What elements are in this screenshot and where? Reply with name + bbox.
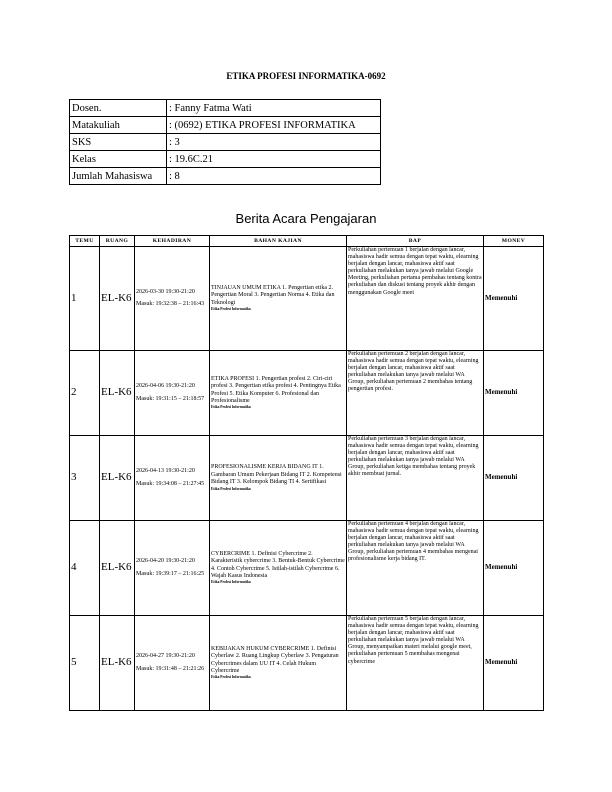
bahan-kajian-text: PROFESIONALISME KERJA BIDANG IT 1. Gambaran Umum Pekerjaan Bidang IT 2. Kompetensi Bidang IT 3. Kelompok Bidang TI 4. Sertifikasi	[211, 464, 342, 486]
bap-cell: Perkuliahan pertemuan 3 berjalan dengan lancar, mahasiswa hadir semua dengan tepat waktu, elearning berjalan dengan lancar, mahasiswa aktif saat perkuliahan melakukan tanya jawab melalui WA Group, perkuliahan ketiga membahas tentang proyek akhir membuat jurnal.	[347, 436, 484, 521]
bap-cell: Perkuliahan pertemuan 4 berjalan dengan lancar, mahasiswa hadir semua dengan tepat waktu, elearning berjalan dengan lancar, mahasiswa aktif saat perkuliahan melakukan tanya jawab melalui WA Group, perkuliahan pertemuan 4 membahas mengenai profesionalisme kerja bidang IT.	[347, 521, 484, 616]
schedule-time: 2026-04-13 19:30-21:20	[136, 468, 195, 475]
bahan-kajian-text: TINJAUAN UMUM ETIKA 1. Pengertian etika 2. Pengertian Moral 3. Pengertian Norma 4. Etika dan Teknologi	[211, 284, 335, 306]
info-row	[70, 151, 381, 168]
bahan-kajian-text: ETIKA PROFESI 1. Pengertian profesi 2. Ciri-ciri profesi 3. Pengertian etika profesi 4. Pentingnya Etika Profesi 5. Etika Komputer 6. Profesional dan Profesionalisme	[211, 375, 341, 404]
monev-cell: Memenuhi	[484, 247, 544, 351]
temu-cell: 4	[70, 521, 100, 616]
schedule-time: 2026-03-30 19:30-21:20	[136, 288, 195, 295]
info-value: : 3	[167, 134, 381, 151]
bap-cell: Perkuliahan pertemuan 5 berjalan dengan lancar, mahasiswa hadir semua dengan tepat waktu, elearning berjalan dengan lancar, mahasiswa aktif saat perkuliahan melakukan tanya jawab melalui WA Group, menyampaikan materi melalui google meet, perkuliahan pertemuan 5 membahas mengenai cybercrime	[347, 616, 484, 711]
temu-cell: 5	[70, 616, 100, 711]
header-monev: MONEV	[484, 236, 544, 247]
info-label: Dosen.	[70, 100, 167, 117]
info-row	[70, 117, 381, 134]
bahan-kajian-cell	[210, 351, 347, 436]
info-label: Jumlah Mahasiswa	[70, 168, 167, 185]
course-tag: Etika Profesi Informatika	[211, 405, 251, 410]
attendance-time: Masuk: 19:31:48 – 21:21:26	[136, 665, 205, 672]
document-title: ETIKA PROFESI INFORMATIKA-0692	[226, 71, 386, 81]
header-bahan-kajian: BAHAN KAJIAN	[210, 236, 347, 247]
kehadiran-cell	[135, 436, 210, 521]
ruang-cell: EL-K6	[100, 436, 135, 521]
bahan-kajian-cell	[210, 616, 347, 711]
temu-cell: 1	[70, 247, 100, 351]
table-row	[70, 436, 544, 521]
schedule-time: 2026-04-20 19:30-21:20	[136, 558, 195, 565]
table-row	[70, 616, 544, 711]
bahan-kajian-cell	[210, 521, 347, 616]
bahan-kajian-cell	[210, 247, 347, 351]
header-bap: BAP	[347, 236, 484, 247]
ruang-cell: EL-K6	[100, 351, 135, 436]
info-value: : 19.6C.21	[167, 151, 381, 168]
attendance-time: Masuk: 19:31:15 – 21:18:57	[136, 395, 205, 402]
table-row	[70, 247, 544, 351]
ruang-cell: EL-K6	[100, 521, 135, 616]
bahan-kajian-cell	[210, 436, 347, 521]
table-header-row	[70, 236, 544, 247]
info-label: SKS	[70, 134, 167, 151]
bap-cell: Perkuliahan pertemuan 1 berjalan dengan lancar, mahasiswa hadir semua dengan tepat waktu, elearning berjalan dengan lancar, mahasiswa aktif saat perkuliahan melakukan tanya jawab melalui Google Meeting, perkuliahan pertama pembahas tentang kontra perkuliahan dan diskusi tentang proyek akhir dengan menggunakan Google meet	[347, 247, 484, 351]
monev-cell: Memenuhi	[484, 521, 544, 616]
course-tag: Etika Profesi Informatika	[211, 675, 251, 680]
course-tag: Etika Profesi Informatika	[211, 580, 251, 585]
info-row	[70, 168, 381, 185]
kehadiran-cell	[135, 247, 210, 351]
temu-cell: 2	[70, 351, 100, 436]
info-value: : 8	[167, 168, 381, 185]
bahan-kajian-text: CYBERCRIME 1. Definisi Cybercrime 2. Karakteristik cybercrime 3. Bentuk-Bentuk Cybercrime 4. Contoh Cybercrime 5. Istilah-istilah Cybercrime 6. Wajah Kasus Indonesia	[211, 550, 345, 579]
header-temu: TEMU	[70, 236, 100, 247]
kehadiran-cell	[135, 616, 210, 711]
kehadiran-cell	[135, 351, 210, 436]
monev-cell: Memenuhi	[484, 351, 544, 436]
attendance-time: Masuk: 19:32:38 – 21:16:43	[136, 301, 205, 307]
header-ruang: RUANG	[100, 236, 135, 247]
course-tag: Etika Profesi Informatika	[211, 307, 251, 312]
info-row	[70, 134, 381, 151]
ruang-cell: EL-K6	[100, 247, 135, 351]
section-title: Berita Acara Pengajaran	[235, 211, 377, 226]
monev-cell: Memenuhi	[484, 436, 544, 521]
info-row	[70, 100, 381, 117]
kehadiran-cell	[135, 521, 210, 616]
table-row	[70, 351, 544, 436]
info-value: : Fanny Fatma Wati	[167, 100, 381, 117]
bap-table	[69, 235, 544, 711]
bap-cell: Perkuliahan pertemuan 2 berjalan dengan lancar, mahasiswa hadir semua dengan tepat waktu, elearning berjalan dengan lancar, mahasiswa aktif saat perkuliahan melakukan tanya jawab melalui WA Group, perkuliahan pertemuan 2 membahas tentang pengertian profesi.	[347, 351, 484, 436]
bahan-kajian-text: KEBIJAKAN HUKUM CYBERCRIME 1. Definisi Cyberlaw 2. Ruang Lingkup Cyberlaw 3. Pengaturan Cybercrimes dalam UU IT 4. Celah Hukum Cybercrime	[211, 645, 339, 674]
schedule-time: 2026-04-06 19:30-21:20	[136, 383, 195, 390]
table-row	[70, 521, 544, 616]
header-kehadiran: KEHADIRAN	[135, 236, 210, 247]
course-tag: Etika Profesi Informatika	[211, 486, 251, 491]
schedule-time: 2026-04-27 19:30-21:20	[136, 653, 195, 660]
monev-cell: Memenuhi	[484, 616, 544, 711]
attendance-time: Masuk: 19:34:08 – 21:27:45	[136, 480, 205, 487]
info-label: Kelas	[70, 151, 167, 168]
info-value: : (0692) ETIKA PROFESI INFORMATIKA	[167, 117, 381, 134]
course-info-table	[69, 99, 381, 185]
attendance-time: Masuk: 19:39:17 – 21:16:25	[136, 570, 205, 577]
info-label: Matakuliah	[70, 117, 167, 134]
ruang-cell: EL-K6	[100, 616, 135, 711]
temu-cell: 3	[70, 436, 100, 521]
